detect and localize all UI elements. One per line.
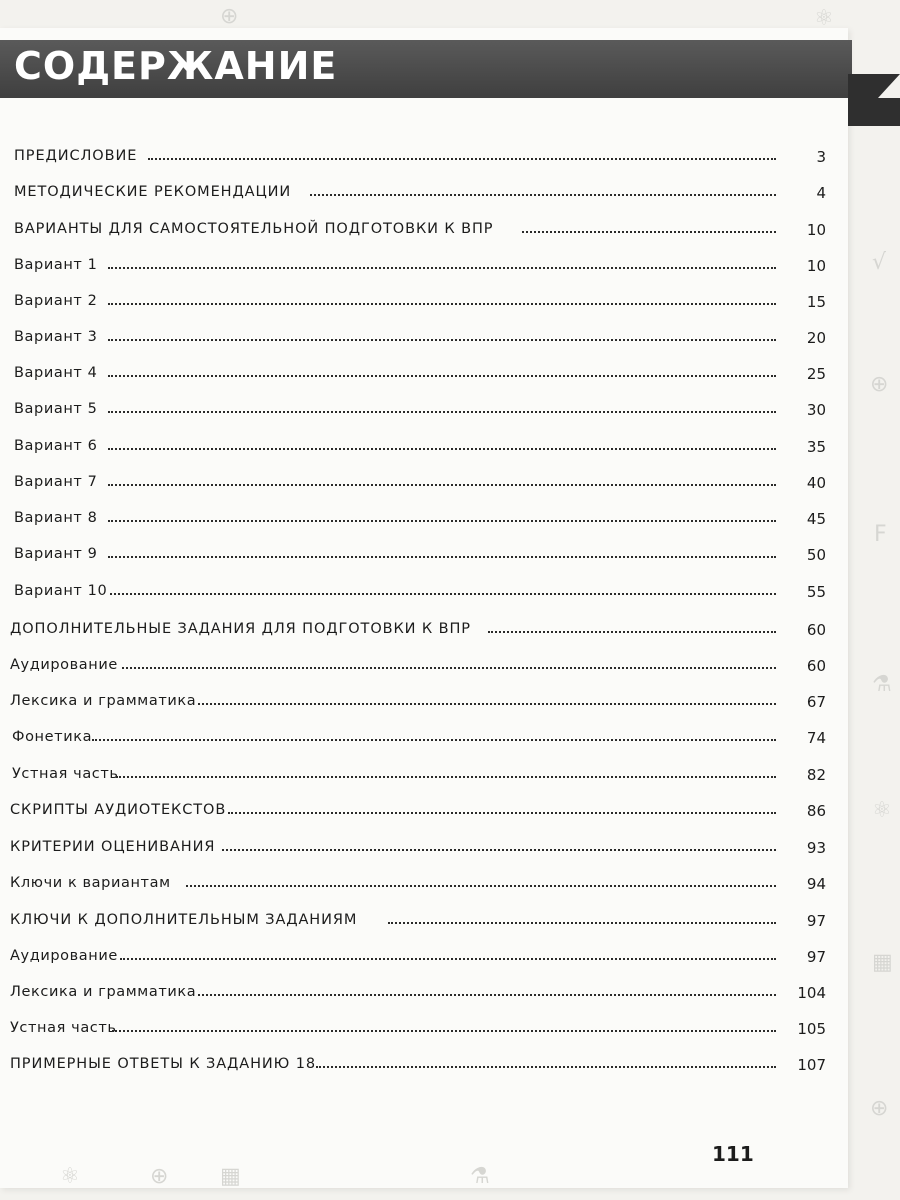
- toc-entry-label: ДОПОЛНИТЕЛЬНЫЕ ЗАДАНИЯ ДЛЯ ПОДГОТОВКИ К ВПР: [10, 621, 471, 637]
- toc-dot-leader: [388, 922, 776, 924]
- toc-dot-leader: [310, 194, 776, 196]
- flask-icon: ⚗: [470, 1164, 490, 1189]
- toc-dot-leader: [122, 667, 776, 669]
- toc-dot-leader: [108, 556, 776, 558]
- toc-entry-page: 3: [816, 148, 826, 166]
- toc-entry-page: 50: [806, 546, 826, 564]
- toc-entry: [0, 721, 830, 747]
- toc-entry: [0, 393, 830, 419]
- toc-entry-label: КРИТЕРИИ ОЦЕНИВАНИЯ: [10, 839, 216, 855]
- toc-entry: [0, 430, 830, 456]
- toc-entry-page: 97: [806, 912, 826, 930]
- toc-entry-label: Лексика и грамматика: [10, 984, 197, 1000]
- toc-entry-page: 40: [806, 474, 826, 492]
- toc-entry-label: ПРИМЕРНЫЕ ОТВЕТЫ К ЗАДАНИЮ 18: [10, 1056, 316, 1072]
- toc-dot-leader: [108, 411, 776, 413]
- toc-entry-page: 25: [806, 365, 826, 383]
- toc-entry: [0, 249, 830, 275]
- toc-entry-page: 30: [806, 401, 826, 419]
- toc-dot-leader: [198, 703, 776, 705]
- calculator-icon: ▦: [220, 1164, 241, 1189]
- toc-entry-page: 94: [806, 875, 826, 893]
- toc-entry: [0, 904, 830, 930]
- globe-icon: ⊕: [870, 1096, 889, 1121]
- toc-entry-label: Вариант 6: [14, 438, 98, 454]
- flask-icon: ⚗: [872, 672, 892, 697]
- toc-entry: [0, 794, 830, 820]
- toc-entry-label: ПРЕДИСЛОВИЕ: [14, 148, 138, 164]
- toc-entry-label: Аудирование: [10, 948, 118, 964]
- toc-entry: [0, 867, 830, 893]
- toc-entry-label: Вариант 8: [14, 510, 98, 526]
- toc-entry: [0, 538, 830, 564]
- toc-entry: [0, 831, 830, 857]
- toc-dot-leader: [92, 739, 776, 741]
- page-title: СОДЕРЖАНИЕ: [14, 44, 338, 88]
- atom-icon: ⚛: [814, 6, 834, 31]
- toc-entry-page: 93: [806, 839, 826, 857]
- toc-entry-label: Устная часть: [10, 1020, 117, 1036]
- toc-entry-label: КЛЮЧИ К ДОПОЛНИТЕЛЬНЫМ ЗАДАНИЯМ: [10, 912, 358, 928]
- toc-entry-page: 10: [806, 221, 826, 239]
- globe-icon: ⊕: [150, 1164, 169, 1189]
- toc-entry-label: Аудирование: [10, 657, 118, 673]
- toc-entry-label: ВАРИАНТЫ ДЛЯ САМОСТОЯТЕЛЬНОЙ ПОДГОТОВКИ К ВПР: [14, 221, 494, 237]
- toc-entry-label: Вариант 4: [14, 365, 98, 381]
- toc-entry-page: 67: [806, 693, 826, 711]
- toc-entry: [0, 758, 830, 784]
- toc-entry: [0, 140, 830, 166]
- toc-dot-leader: [108, 448, 776, 450]
- toc-entry-label: СКРИПТЫ АУДИОТЕКСТОВ: [10, 802, 227, 818]
- toc-dot-leader: [120, 958, 776, 960]
- toc-entry-page: 104: [797, 984, 826, 1002]
- toc-entry-page: 20: [806, 329, 826, 347]
- toc-entry: [0, 613, 830, 639]
- toc-entry-label: Вариант 7: [14, 474, 98, 490]
- toc-entry: [0, 940, 830, 966]
- toc-entry-page: 60: [806, 657, 826, 675]
- toc-entry: [0, 357, 830, 383]
- toc-dot-leader: [108, 303, 776, 305]
- toc-entry-page: 107: [797, 1056, 826, 1074]
- toc-entry-label: Устная часть: [12, 766, 119, 782]
- toc-entry: [0, 685, 830, 711]
- toc-entry-label: Ключи к вариантам: [10, 875, 171, 891]
- toc-entry: [0, 502, 830, 528]
- toc-entry-page: 10: [806, 257, 826, 275]
- toc-entry-page: 4: [816, 184, 826, 202]
- toc-entry-label: Лексика и грамматика: [10, 693, 197, 709]
- calculator-icon: ▦: [872, 950, 893, 975]
- toc-dot-leader: [108, 375, 776, 377]
- toc-entry-label: Вариант 10: [14, 583, 108, 599]
- toc-entry-page: 15: [806, 293, 826, 311]
- sqrt-icon: √: [872, 250, 887, 275]
- toc-entry: [0, 1012, 830, 1038]
- atom-icon: ⚛: [872, 798, 892, 823]
- toc-dot-leader: [108, 484, 776, 486]
- toc-entry-page: 97: [806, 948, 826, 966]
- toc-dot-leader: [228, 812, 776, 814]
- toc-entry: [0, 285, 830, 311]
- toc-entry-page: 105: [797, 1020, 826, 1038]
- toc-entry: [0, 466, 830, 492]
- globe-icon: ⊕: [220, 4, 239, 29]
- page-number: 111: [712, 1142, 754, 1166]
- toc-dot-leader: [112, 1030, 776, 1032]
- toc-dot-leader: [108, 339, 776, 341]
- toc-dot-leader: [198, 994, 776, 996]
- toc-entry: [0, 213, 830, 239]
- toc-entry-page: 74: [806, 729, 826, 747]
- toc-dot-leader: [186, 885, 776, 887]
- toc-entry: [0, 321, 830, 347]
- toc-entry: [0, 176, 830, 202]
- toc-dot-leader: [488, 631, 776, 633]
- toc-entry-label: Вариант 1: [14, 257, 98, 273]
- toc-entry-label: Вариант 3: [14, 329, 98, 345]
- toc-dot-leader: [116, 776, 776, 778]
- letter-f-icon: F: [874, 522, 887, 547]
- toc-entry-page: 60: [806, 621, 826, 639]
- toc-dot-leader: [316, 1066, 776, 1068]
- toc-entry-page: 45: [806, 510, 826, 528]
- toc-dot-leader: [108, 520, 776, 522]
- toc-entry-label: Вариант 5: [14, 401, 98, 417]
- globe-icon: ⊕: [870, 372, 889, 397]
- toc-entry-page: 82: [806, 766, 826, 784]
- toc-dot-leader: [148, 158, 776, 160]
- toc-entry: [0, 649, 830, 675]
- toc-entry: [0, 575, 830, 601]
- toc-entry: [0, 1048, 830, 1074]
- toc-entry-page: 55: [806, 583, 826, 601]
- toc-entry-label: Вариант 9: [14, 546, 98, 562]
- toc-entry-label: Фонетика: [12, 729, 93, 745]
- toc-dot-leader: [222, 849, 776, 851]
- toc-entry-label: Вариант 2: [14, 293, 98, 309]
- toc-entry-label: МЕТОДИЧЕСКИЕ РЕКОМЕНДАЦИИ: [14, 184, 292, 200]
- toc-dot-leader: [108, 267, 776, 269]
- toc-dot-leader: [522, 231, 776, 233]
- toc-entry-page: 86: [806, 802, 826, 820]
- toc-entry: [0, 976, 830, 1002]
- atom-icon: ⚛: [60, 1164, 80, 1189]
- toc-entry-page: 35: [806, 438, 826, 456]
- toc-dot-leader: [110, 593, 776, 595]
